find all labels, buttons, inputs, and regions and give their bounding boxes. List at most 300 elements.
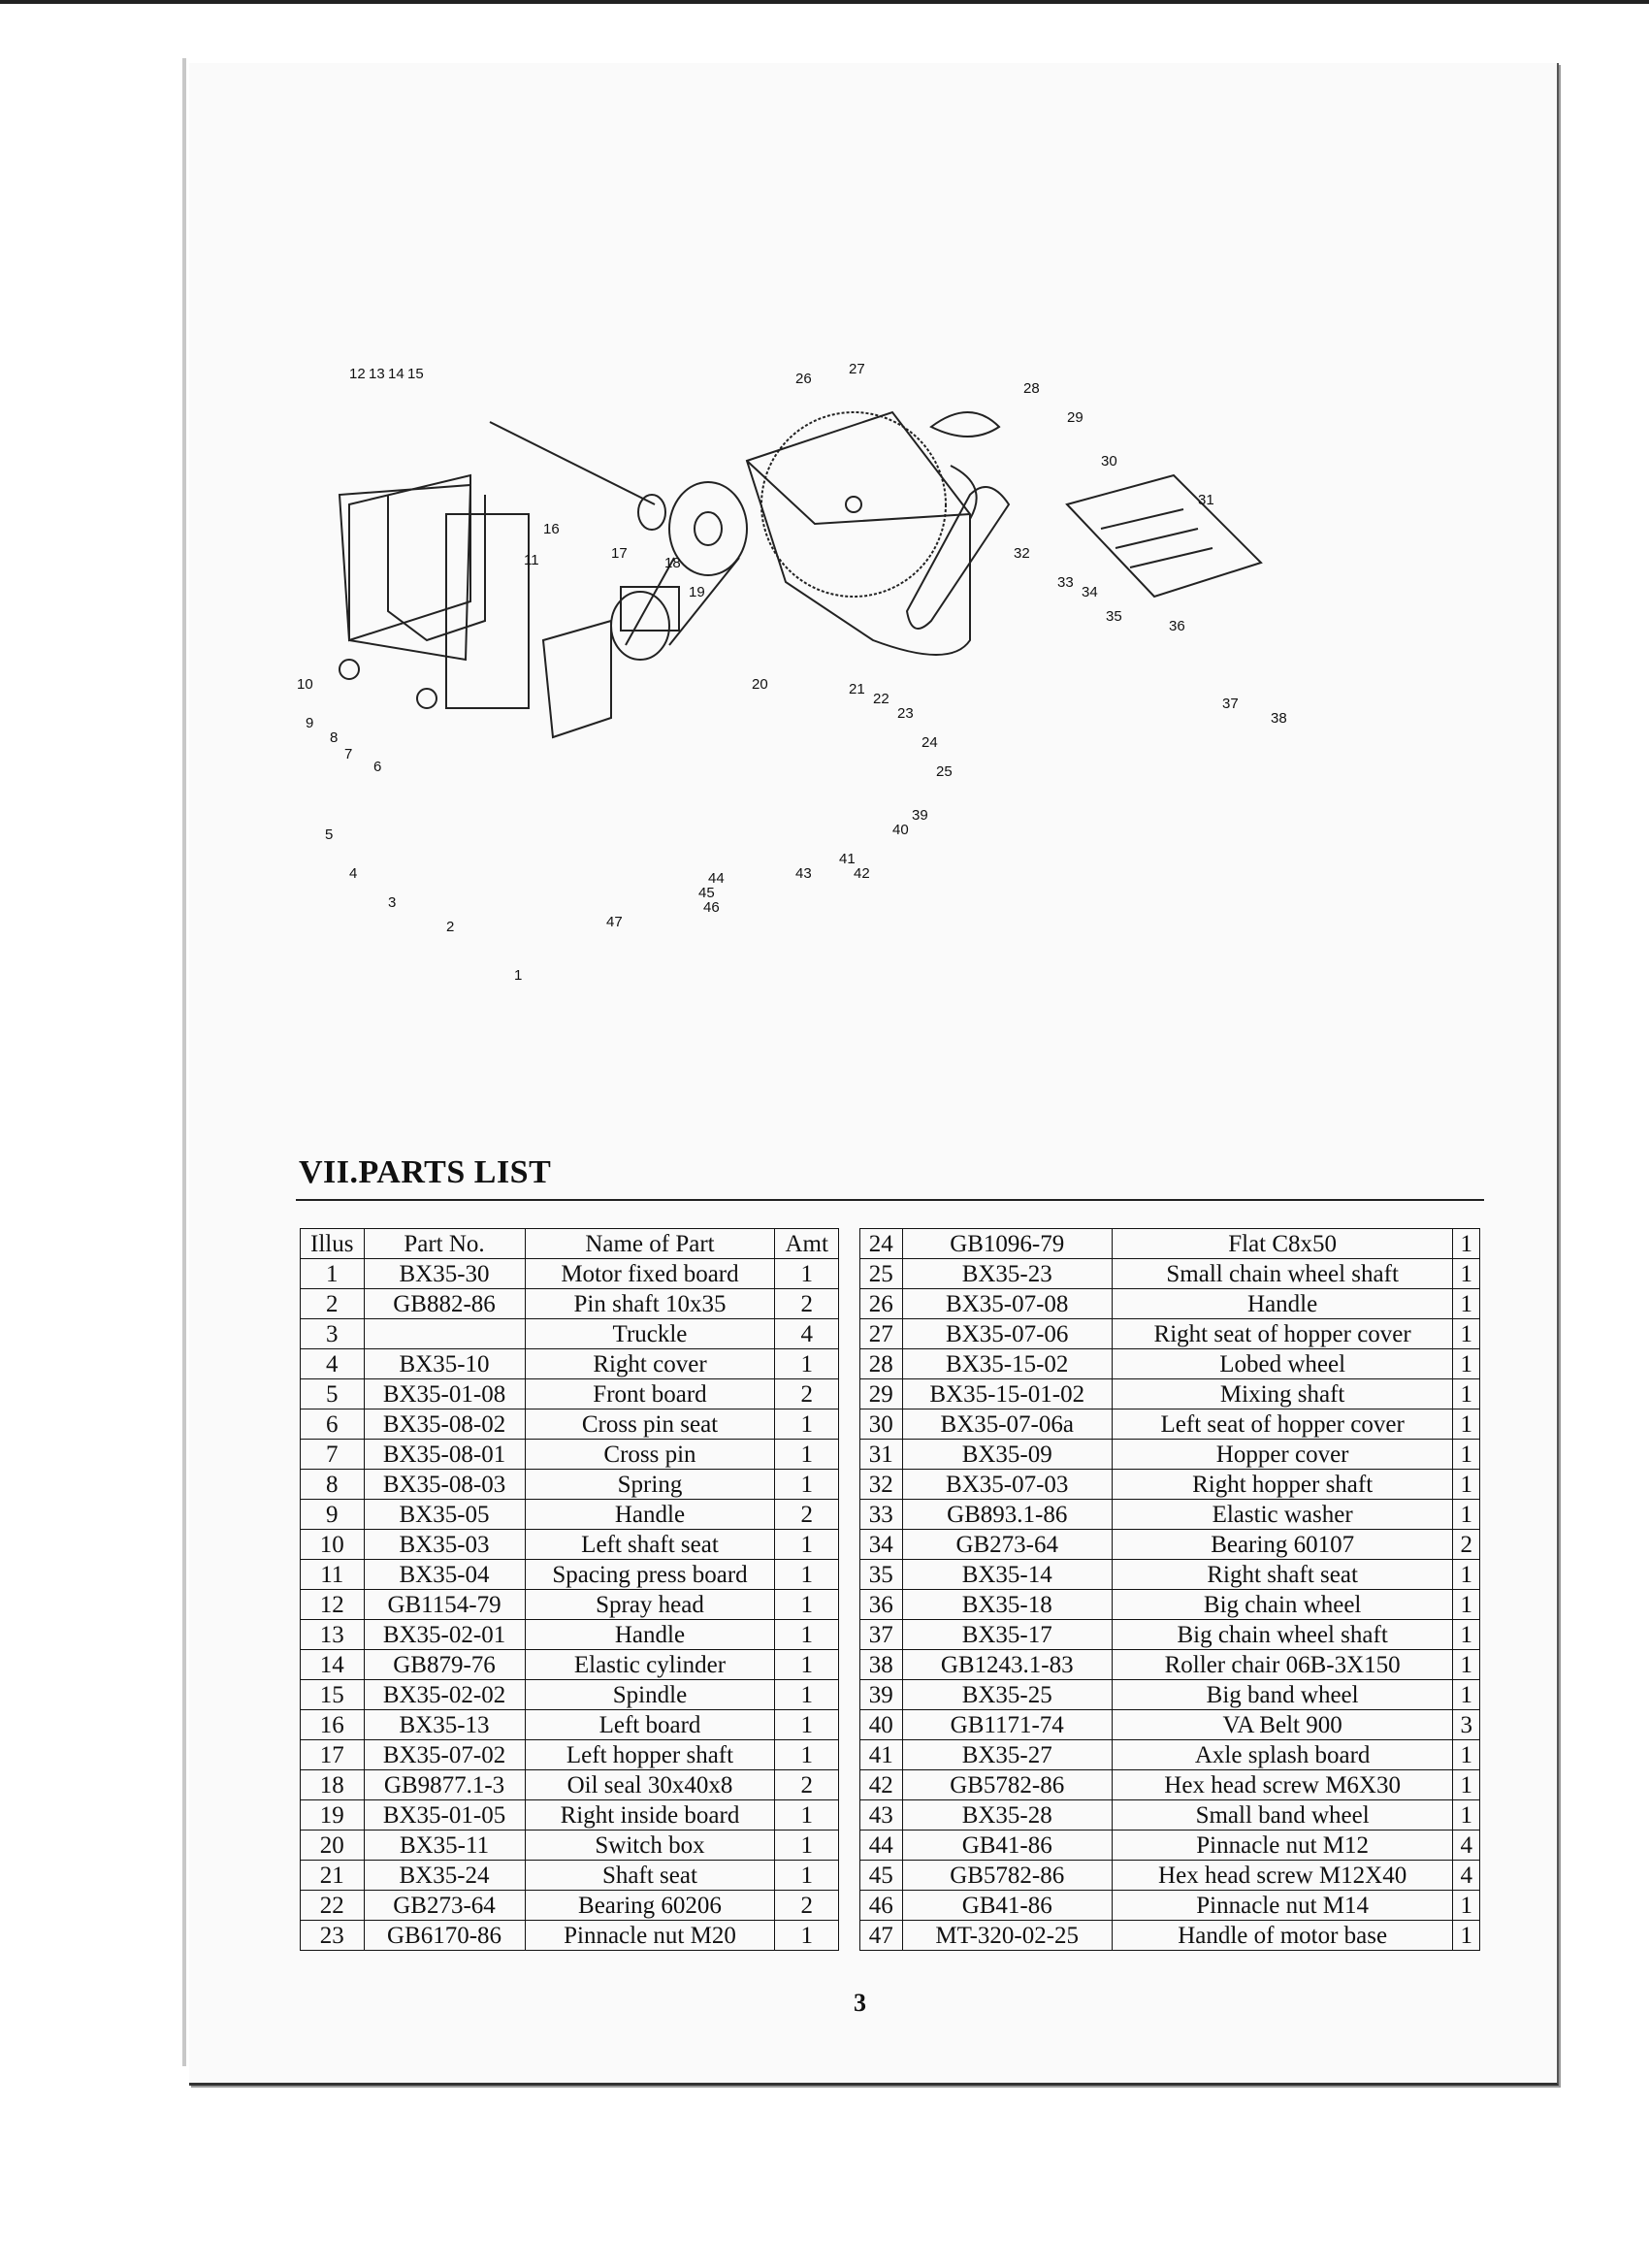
cell-name-of-part: Right shaft seat — [1112, 1560, 1453, 1590]
table-row — [860, 1861, 1480, 1891]
cell-illus: 36 — [860, 1590, 903, 1620]
callout-label: 17 — [611, 545, 628, 562]
table-row — [860, 1259, 1480, 1289]
callout-label: 13 — [369, 366, 385, 382]
table-row — [860, 1921, 1480, 1951]
table-row — [860, 1770, 1480, 1800]
cell-illus: 12 — [301, 1590, 365, 1620]
cell-name-of-part: Motor fixed board — [525, 1259, 775, 1289]
callout-label: 36 — [1169, 618, 1185, 634]
cell-part-no: BX35-02-01 — [364, 1620, 525, 1650]
table-row — [860, 1800, 1480, 1831]
cell-part-no: BX35-07-06a — [902, 1409, 1112, 1440]
cell-name-of-part: Small chain wheel shaft — [1112, 1259, 1453, 1289]
cell-part-no: BX35-07-02 — [364, 1740, 525, 1770]
cell-amt: 1 — [775, 1440, 839, 1470]
front-board — [340, 485, 470, 660]
cell-name-of-part: Hex head screw M6X30 — [1112, 1770, 1453, 1800]
cell-illus: 13 — [301, 1620, 365, 1650]
cell-part-no: BX35-24 — [364, 1861, 525, 1891]
cell-amt: 1 — [775, 1800, 839, 1831]
header-part-no: Part No. — [364, 1229, 525, 1259]
exploded-view-drawing — [291, 349, 1494, 1009]
cell-name-of-part: Axle splash board — [1112, 1740, 1453, 1770]
roller-chain — [907, 487, 1009, 629]
right-cover-panel — [349, 475, 470, 640]
callout-label: 44 — [708, 870, 725, 887]
cell-illus: 18 — [301, 1770, 365, 1800]
callout-label: 14 — [388, 366, 404, 382]
cell-illus: 32 — [860, 1470, 903, 1500]
callout-label: 47 — [606, 914, 623, 930]
cell-amt: 4 — [1453, 1861, 1480, 1891]
cell-illus: 23 — [301, 1921, 365, 1951]
switch-box-housing — [446, 514, 529, 708]
cell-illus: 19 — [301, 1800, 365, 1831]
cell-illus: 21 — [301, 1861, 365, 1891]
cell-part-no: GB1243.1-83 — [902, 1650, 1112, 1680]
cell-part-no: BX35-03 — [364, 1530, 525, 1560]
cell-illus: 9 — [301, 1500, 365, 1530]
table-row — [301, 1921, 839, 1951]
cell-amt: 1 — [1453, 1770, 1480, 1800]
cell-illus: 26 — [860, 1289, 903, 1319]
cell-name-of-part: Truckle — [525, 1319, 775, 1349]
table-row — [860, 1560, 1480, 1590]
table-row — [860, 1740, 1480, 1770]
cell-amt: 1 — [1453, 1800, 1480, 1831]
callout-label: 20 — [752, 676, 768, 693]
cell-amt: 1 — [775, 1349, 839, 1379]
parts-table-left — [300, 1228, 839, 1951]
callout-label: 37 — [1222, 696, 1239, 712]
cell-illus: 40 — [860, 1710, 903, 1740]
cell-name-of-part: Pinnacle nut M12 — [1112, 1831, 1453, 1861]
cell-name-of-part: Front board — [525, 1379, 775, 1409]
cell-amt: 1 — [1453, 1470, 1480, 1500]
table-row — [860, 1500, 1480, 1530]
cell-amt: 1 — [775, 1590, 839, 1620]
callout-label: 42 — [854, 865, 870, 882]
cell-name-of-part: Switch box — [525, 1831, 775, 1861]
cell-name-of-part: Flat C8x50 — [1112, 1229, 1453, 1259]
table-row — [301, 1800, 839, 1831]
v-belt — [626, 558, 739, 645]
cell-amt: 2 — [775, 1289, 839, 1319]
cell-part-no: BX35-07-06 — [902, 1319, 1112, 1349]
cell-name-of-part: Spindle — [525, 1680, 775, 1710]
table-row — [301, 1891, 839, 1921]
cell-amt: 1 — [775, 1470, 839, 1500]
cell-part-no: GB41-86 — [902, 1891, 1112, 1921]
cell-name-of-part: Right seat of hopper cover — [1112, 1319, 1453, 1349]
cell-illus: 15 — [301, 1680, 365, 1710]
callout-label: 10 — [297, 676, 313, 693]
cell-name-of-part: Spray head — [525, 1590, 775, 1620]
cell-amt: 1 — [1453, 1740, 1480, 1770]
cell-amt: 1 — [1453, 1650, 1480, 1680]
cell-part-no: BX35-15-02 — [902, 1349, 1112, 1379]
cell-name-of-part: Right cover — [525, 1349, 775, 1379]
cell-illus: 46 — [860, 1891, 903, 1921]
cell-amt: 2 — [775, 1379, 839, 1409]
cell-amt: 1 — [775, 1680, 839, 1710]
table-row — [301, 1560, 839, 1590]
cell-part-no: GB6170-86 — [364, 1921, 525, 1951]
header-name-of-part: Name of Part — [525, 1229, 775, 1259]
table-row — [860, 1680, 1480, 1710]
cell-name-of-part: Cross pin — [525, 1440, 775, 1470]
cell-name-of-part: Lobed wheel — [1112, 1349, 1453, 1379]
callout-label: 25 — [936, 763, 953, 780]
cell-amt: 1 — [775, 1710, 839, 1740]
callout-label: 38 — [1271, 710, 1287, 727]
callout-label: 5 — [325, 826, 334, 843]
cell-amt: 4 — [1453, 1831, 1480, 1861]
cell-amt: 1 — [1453, 1259, 1480, 1289]
cell-part-no: GB273-64 — [364, 1891, 525, 1921]
table-row — [301, 1440, 839, 1470]
callout-label: 41 — [839, 851, 856, 867]
motor-fixed-board — [543, 621, 611, 737]
cell-name-of-part: Big chain wheel shaft — [1112, 1620, 1453, 1650]
callout-label: 24 — [922, 734, 938, 751]
table-row — [301, 1680, 839, 1710]
table-row — [860, 1650, 1480, 1680]
table-row — [860, 1530, 1480, 1560]
cell-part-no: GB41-86 — [902, 1831, 1112, 1861]
cell-part-no: MT-320-02-25 — [902, 1921, 1112, 1951]
cell-illus: 47 — [860, 1921, 903, 1951]
cell-part-no: BX35-15-01-02 — [902, 1379, 1112, 1409]
cell-amt: 1 — [1453, 1379, 1480, 1409]
cell-part-no: BX35-27 — [902, 1740, 1112, 1770]
table-row — [301, 1770, 839, 1800]
cell-part-no: GB882-86 — [364, 1289, 525, 1319]
cell-name-of-part: Roller chair 06B-3X150 — [1112, 1650, 1453, 1680]
cell-illus: 35 — [860, 1560, 903, 1590]
cell-amt: 1 — [1453, 1891, 1480, 1921]
cell-amt: 1 — [775, 1921, 839, 1951]
cell-illus: 16 — [301, 1710, 365, 1740]
table-row — [301, 1590, 839, 1620]
cell-illus: 11 — [301, 1560, 365, 1590]
callout-label: 39 — [912, 807, 928, 824]
cell-name-of-part: Pinnacle nut M14 — [1112, 1891, 1453, 1921]
cell-amt: 1 — [775, 1831, 839, 1861]
callout-label: 19 — [689, 584, 705, 600]
cell-name-of-part: Handle — [525, 1500, 775, 1530]
page-edge-shadow — [182, 58, 186, 2066]
callout-label: 28 — [1023, 380, 1040, 397]
cell-amt: 1 — [1453, 1590, 1480, 1620]
table-row — [301, 1500, 839, 1530]
cell-part-no: GB273-64 — [902, 1530, 1112, 1560]
cell-name-of-part: Handle of motor base — [1112, 1921, 1453, 1951]
callout-label: 46 — [703, 899, 720, 916]
callout-label: 45 — [698, 885, 715, 901]
cell-illus: 25 — [860, 1259, 903, 1289]
cell-name-of-part: Pin shaft 10x35 — [525, 1289, 775, 1319]
callout-label: 3 — [388, 894, 397, 911]
cell-illus: 2 — [301, 1289, 365, 1319]
callout-label: 40 — [892, 822, 909, 838]
cell-amt: 1 — [1453, 1680, 1480, 1710]
cell-illus: 27 — [860, 1319, 903, 1349]
callout-label: 29 — [1067, 409, 1083, 426]
cell-part-no: BX35-28 — [902, 1800, 1112, 1831]
cell-name-of-part: Handle — [525, 1620, 775, 1650]
cell-illus: 38 — [860, 1650, 903, 1680]
callout-label: 7 — [344, 746, 353, 762]
table-row — [301, 1740, 839, 1770]
cell-part-no: BX35-07-03 — [902, 1470, 1112, 1500]
cell-part-no: BX35-10 — [364, 1349, 525, 1379]
cell-illus: 10 — [301, 1530, 365, 1560]
cell-part-no: BX35-17 — [902, 1620, 1112, 1650]
callout-label: 18 — [664, 555, 681, 571]
title-underline — [296, 1199, 1484, 1201]
cell-part-no: GB1171-74 — [902, 1710, 1112, 1740]
cell-illus: 31 — [860, 1440, 903, 1470]
cell-illus: 34 — [860, 1530, 903, 1560]
cell-amt: 1 — [1453, 1349, 1480, 1379]
big-chain-wheel — [761, 412, 946, 597]
table-row — [860, 1379, 1480, 1409]
shaft-flange — [638, 495, 665, 530]
cell-name-of-part: Left seat of hopper cover — [1112, 1409, 1453, 1440]
cell-amt: 1 — [775, 1259, 839, 1289]
callout-label: 4 — [349, 865, 358, 882]
cell-amt: 1 — [1453, 1229, 1480, 1259]
cell-part-no: BX35-08-03 — [364, 1470, 525, 1500]
cell-part-no: BX35-01-08 — [364, 1379, 525, 1409]
cell-illus: 30 — [860, 1409, 903, 1440]
exploded-view-diagram — [291, 349, 1494, 1009]
cell-illus: 7 — [301, 1440, 365, 1470]
cell-illus: 4 — [301, 1349, 365, 1379]
cell-illus: 42 — [860, 1770, 903, 1800]
cell-illus: 41 — [860, 1740, 903, 1770]
callout-label: 9 — [306, 715, 314, 731]
parts-list-title: VII.PARTS LIST — [299, 1154, 552, 1190]
callout-label: 27 — [849, 361, 865, 377]
cell-name-of-part: Left board — [525, 1710, 775, 1740]
truckle-wheel-1 — [340, 660, 359, 679]
callout-label: 31 — [1198, 492, 1214, 508]
cell-part-no: BX35-04 — [364, 1560, 525, 1590]
cell-part-no: GB879-76 — [364, 1650, 525, 1680]
header-illus: Illus — [301, 1229, 365, 1259]
cell-name-of-part: VA Belt 900 — [1112, 1710, 1453, 1740]
table-row — [301, 1650, 839, 1680]
cell-illus: 28 — [860, 1349, 903, 1379]
cell-name-of-part: Bearing 60206 — [525, 1891, 775, 1921]
cell-illus: 5 — [301, 1379, 365, 1409]
cell-part-no: GB5782-86 — [902, 1861, 1112, 1891]
table-row — [860, 1319, 1480, 1349]
table-row — [860, 1620, 1480, 1650]
callout-label: 6 — [373, 759, 382, 775]
table-row — [301, 1349, 839, 1379]
cell-name-of-part: Bearing 60107 — [1112, 1530, 1453, 1560]
cell-part-no: BX35-07-08 — [902, 1289, 1112, 1319]
callout-label: 32 — [1014, 545, 1030, 562]
cell-name-of-part: Elastic washer — [1112, 1500, 1453, 1530]
cell-part-no: BX35-05 — [364, 1500, 525, 1530]
callout-label: 12 — [349, 366, 366, 382]
table-row — [860, 1349, 1480, 1379]
cell-amt: 1 — [1453, 1500, 1480, 1530]
cell-amt: 1 — [1453, 1560, 1480, 1590]
cell-illus: 3 — [301, 1319, 365, 1349]
cell-amt: 1 — [775, 1530, 839, 1560]
callout-label: 33 — [1057, 574, 1074, 591]
cell-part-no: BX35-09 — [902, 1440, 1112, 1470]
cell-illus: 29 — [860, 1379, 903, 1409]
callout-label: 34 — [1082, 584, 1098, 600]
table-row — [301, 1319, 839, 1349]
cell-amt: 1 — [775, 1861, 839, 1891]
cell-illus: 39 — [860, 1680, 903, 1710]
table-row — [301, 1620, 839, 1650]
cell-part-no — [364, 1319, 525, 1349]
cell-part-no: GB5782-86 — [902, 1770, 1112, 1800]
cell-name-of-part: Left hopper shaft — [525, 1740, 775, 1770]
cell-name-of-part: Oil seal 30x40x8 — [525, 1770, 775, 1800]
cell-illus: 6 — [301, 1409, 365, 1440]
cell-illus: 37 — [860, 1620, 903, 1650]
cell-amt: 1 — [775, 1409, 839, 1440]
cell-amt: 1 — [1453, 1440, 1480, 1470]
cell-illus: 20 — [301, 1831, 365, 1861]
cell-amt: 4 — [775, 1319, 839, 1349]
table-row — [860, 1470, 1480, 1500]
cell-amt: 1 — [775, 1740, 839, 1770]
cell-illus: 17 — [301, 1740, 365, 1770]
cell-amt: 2 — [775, 1891, 839, 1921]
cell-name-of-part: Elastic cylinder — [525, 1650, 775, 1680]
cell-part-no: BX35-30 — [364, 1259, 525, 1289]
cell-part-no: BX35-11 — [364, 1831, 525, 1861]
table-row — [860, 1590, 1480, 1620]
cell-name-of-part: Hex head screw M12X40 — [1112, 1861, 1453, 1891]
table-row — [860, 1891, 1480, 1921]
cell-amt: 1 — [1453, 1620, 1480, 1650]
table-row — [860, 1710, 1480, 1740]
table-row — [860, 1831, 1480, 1861]
table-row — [301, 1530, 839, 1560]
table-row — [301, 1470, 839, 1500]
band-wheel-hub — [695, 512, 722, 545]
cell-part-no: BX35-23 — [902, 1259, 1112, 1289]
cell-part-no: BX35-01-05 — [364, 1800, 525, 1831]
table-row — [860, 1409, 1480, 1440]
scan-edge — [0, 0, 1649, 4]
cell-illus: 43 — [860, 1800, 903, 1831]
callout-label: 30 — [1101, 453, 1117, 470]
cell-part-no: BX35-14 — [902, 1560, 1112, 1590]
callout-label: 11 — [524, 552, 539, 568]
callout-label: 16 — [543, 521, 560, 537]
cell-part-no: BX35-18 — [902, 1590, 1112, 1620]
chain-wheel-hub — [846, 497, 861, 512]
cell-part-no: BX35-08-02 — [364, 1409, 525, 1440]
cell-name-of-part: Spring — [525, 1470, 775, 1500]
cell-part-no: GB1096-79 — [902, 1229, 1112, 1259]
table-row — [301, 1831, 839, 1861]
cell-amt: 3 — [1453, 1710, 1480, 1740]
cell-amt: 1 — [775, 1650, 839, 1680]
cell-illus: 8 — [301, 1470, 365, 1500]
parts-table-right — [859, 1228, 1480, 1951]
cell-amt: 1 — [1453, 1289, 1480, 1319]
header-amt: Amt — [775, 1229, 839, 1259]
page-number: 3 — [854, 1989, 866, 2017]
cell-amt: 1 — [775, 1620, 839, 1650]
cell-illus: 33 — [860, 1500, 903, 1530]
cell-name-of-part: Small band wheel — [1112, 1800, 1453, 1831]
lobed-wheel-blade — [931, 412, 999, 437]
cell-amt: 2 — [1453, 1530, 1480, 1560]
callout-label: 8 — [330, 729, 339, 746]
table-row — [860, 1289, 1480, 1319]
cell-name-of-part: Left shaft seat — [525, 1530, 775, 1560]
cell-illus: 1 — [301, 1259, 365, 1289]
cell-illus: 24 — [860, 1229, 903, 1259]
cell-amt: 2 — [775, 1770, 839, 1800]
callout-label: 1 — [514, 967, 523, 984]
cell-part-no: GB9877.1-3 — [364, 1770, 525, 1800]
cell-name-of-part: Right hopper shaft — [1112, 1470, 1453, 1500]
cell-name-of-part: Big chain wheel — [1112, 1590, 1453, 1620]
cell-part-no: BX35-02-02 — [364, 1680, 525, 1710]
cell-name-of-part: Mixing shaft — [1112, 1379, 1453, 1409]
cell-amt: 1 — [1453, 1319, 1480, 1349]
callout-label: 21 — [849, 681, 865, 697]
cell-name-of-part: Right inside board — [525, 1800, 775, 1831]
table-row — [301, 1710, 839, 1740]
spray-shaft — [490, 422, 655, 504]
hopper-body — [747, 412, 970, 655]
cell-part-no: BX35-25 — [902, 1680, 1112, 1710]
cell-name-of-part: Big band wheel — [1112, 1680, 1453, 1710]
table-row — [301, 1289, 839, 1319]
cell-amt: 1 — [1453, 1921, 1480, 1951]
cell-amt: 1 — [1453, 1409, 1480, 1440]
callout-label: 2 — [446, 919, 455, 935]
callout-label: 35 — [1106, 608, 1122, 625]
table-row — [860, 1440, 1480, 1470]
cell-illus: 44 — [860, 1831, 903, 1861]
table-row — [301, 1379, 839, 1409]
cell-name-of-part: Pinnacle nut M20 — [525, 1921, 775, 1951]
cell-part-no: GB1154-79 — [364, 1590, 525, 1620]
cell-amt: 2 — [775, 1500, 839, 1530]
cell-part-no: GB893.1-86 — [902, 1500, 1112, 1530]
cell-name-of-part: Handle — [1112, 1289, 1453, 1319]
table-row — [301, 1259, 839, 1289]
cell-part-no: BX35-13 — [364, 1710, 525, 1740]
cell-part-no: BX35-08-01 — [364, 1440, 525, 1470]
callout-label: 22 — [873, 691, 889, 707]
callout-label: 26 — [795, 371, 812, 387]
callout-label: 43 — [795, 865, 812, 882]
cell-name-of-part: Hopper cover — [1112, 1440, 1453, 1470]
cell-name-of-part: Cross pin seat — [525, 1409, 775, 1440]
cell-illus: 14 — [301, 1650, 365, 1680]
table-row — [301, 1409, 839, 1440]
